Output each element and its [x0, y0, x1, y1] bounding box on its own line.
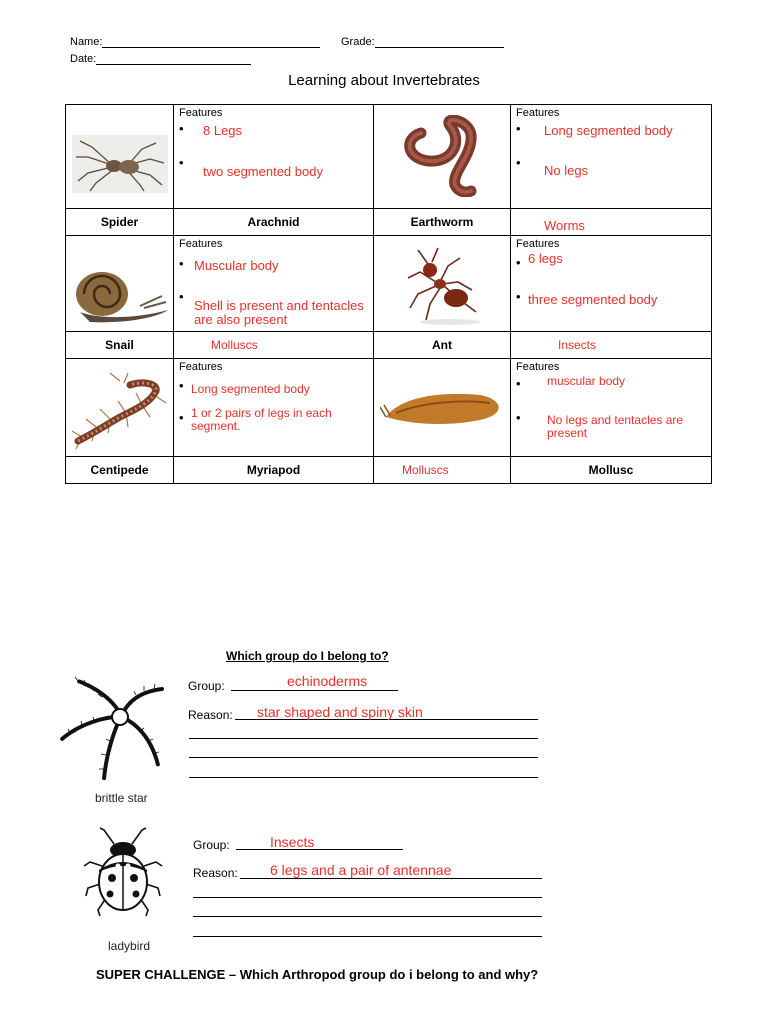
answer-line[interactable]: [193, 897, 542, 898]
ant-features-cell: [511, 236, 712, 332]
animal-name: Ant: [432, 338, 452, 352]
group-name: Mollusc: [588, 463, 634, 477]
group-name: Insects: [558, 338, 597, 352]
date-blank[interactable]: [96, 53, 251, 65]
earthworm-image-cell: [374, 105, 511, 209]
bullet: •: [179, 289, 184, 304]
name-field[interactable]: [70, 36, 320, 48]
ladybird-caption: ladybird: [108, 939, 151, 953]
grade-blank[interactable]: [375, 36, 504, 48]
animal-name: Spider: [100, 215, 139, 229]
bullet: •: [516, 121, 521, 136]
super-challenge: SUPER CHALLENGE – Which Arthropod group do i belong to and why?: [96, 967, 539, 982]
features-label: Features: [516, 107, 560, 119]
page-title: Learning about Invertebrates: [288, 72, 480, 89]
feature-text: Long segmented body: [544, 123, 673, 138]
group-label: Group:: [193, 838, 230, 852]
bullet: •: [516, 376, 521, 391]
features-label: Features: [516, 238, 560, 250]
group-answer-line[interactable]: [236, 849, 403, 850]
features-label: Features: [516, 361, 560, 373]
answer-line[interactable]: [193, 916, 542, 917]
brittle-star-caption: brittle star: [95, 791, 148, 805]
snail-image-cell: [66, 236, 174, 332]
feature-text: No legs: [544, 163, 589, 178]
bullet: •: [516, 410, 521, 425]
group-name: Arachnid: [247, 215, 300, 229]
grade-field[interactable]: [341, 36, 504, 48]
bullet: •: [179, 378, 184, 393]
bullet: •: [179, 155, 184, 170]
ladybird-image: [82, 826, 168, 920]
snail-features-cell: [174, 236, 374, 332]
brittle-star-image: [58, 675, 168, 785]
date-field[interactable]: [70, 53, 251, 65]
ant-image: [390, 242, 494, 326]
feature-text: 1 or 2 pairs of legs in each segment.: [191, 406, 332, 433]
group-name: Myriapod: [246, 463, 301, 477]
invertebrates-table: [65, 104, 712, 484]
animal-name: Centipede: [90, 463, 149, 477]
group-answer: Insects: [270, 834, 315, 850]
feature-text: two segmented body: [203, 164, 323, 179]
answer-line[interactable]: [193, 936, 542, 937]
features-label: Features: [179, 361, 223, 373]
reason-answer: star shaped and spiny skin: [257, 704, 423, 720]
ant-image-cell: [374, 236, 511, 332]
reason-label: Reason:: [188, 708, 233, 722]
spider-image: [72, 135, 168, 193]
grade-label: Grade:: [341, 36, 375, 48]
feature-text: Muscular body: [194, 258, 279, 273]
feature-text: No legs and tentacles are present: [547, 413, 684, 440]
group-name: Molluscs: [211, 338, 258, 352]
group-name: Worms: [544, 217, 585, 233]
earthworm-image: [399, 115, 483, 197]
animal-name: Snail: [105, 338, 134, 352]
earthworm-features-cell: [511, 105, 712, 209]
name-blank[interactable]: [102, 36, 320, 48]
animal-name: Molluscs: [402, 463, 449, 477]
bullet: •: [179, 256, 184, 271]
name-label: Name:: [70, 36, 103, 48]
feature-text: muscular body: [547, 374, 626, 388]
bullet: •: [516, 289, 521, 304]
answer-line[interactable]: [189, 777, 538, 778]
animal-name: Earthworm: [410, 215, 474, 229]
bullet: •: [516, 155, 521, 170]
snail-image: [70, 260, 170, 326]
feature-text: Long segmented body: [191, 382, 310, 396]
reason-answer: 6 legs and a pair of antennae: [270, 862, 452, 878]
reason-answer-line[interactable]: [240, 878, 542, 879]
slug-image: [380, 387, 506, 431]
centipede-features-cell: [174, 359, 374, 457]
feature-text: 6 legs: [528, 251, 563, 266]
answer-line[interactable]: [189, 738, 538, 739]
bullet: •: [179, 121, 184, 136]
group-answer-line[interactable]: [231, 690, 398, 691]
feature-text: Shell is present and tentacles are also present: [194, 298, 364, 327]
spider-image-cell: [66, 105, 174, 209]
group-answer: echinoderms: [287, 673, 368, 689]
centipede-image-cell: [66, 359, 174, 457]
spider-features-cell: [174, 105, 374, 209]
centipede-image: [70, 371, 170, 451]
bullet: •: [516, 255, 521, 270]
bullet: •: [179, 410, 184, 425]
slug-features-cell: [511, 359, 712, 457]
features-label: Features: [179, 238, 223, 250]
features-label: Features: [179, 107, 223, 119]
reason-label: Reason:: [193, 866, 238, 880]
quiz-title: Which group do I belong to?: [226, 649, 389, 663]
feature-text: 8 Legs: [203, 123, 243, 138]
group-label: Group:: [188, 679, 225, 693]
answer-line[interactable]: [189, 757, 538, 758]
feature-text: three segmented body: [528, 292, 658, 307]
date-label: Date:: [70, 53, 97, 65]
slug-image-cell: [374, 359, 511, 457]
